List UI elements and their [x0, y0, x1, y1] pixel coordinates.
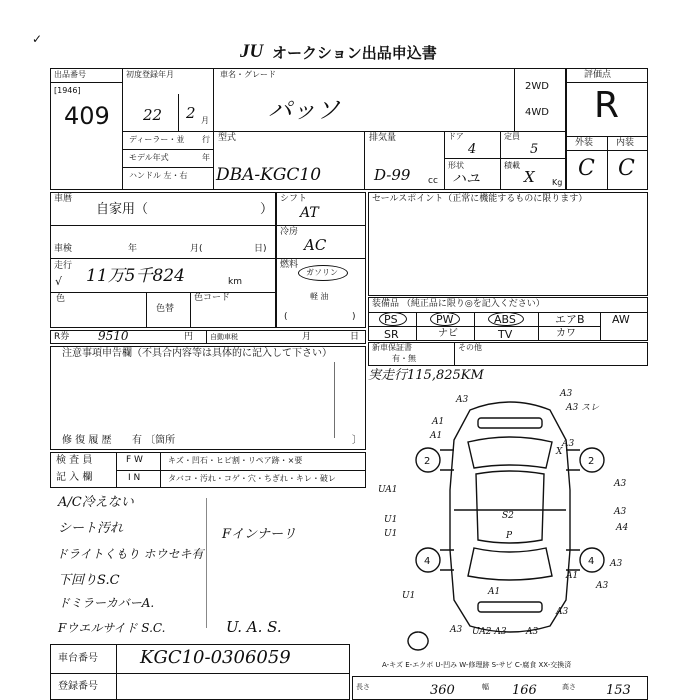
recycle-value: 9510 — [98, 329, 129, 343]
comment-2-left: シート汚れ — [58, 521, 124, 536]
comment-2-right: Fインナーリ — [222, 527, 297, 542]
fw-items: キズ・凹石・ヒビ割・リペア跡・×要 — [168, 456, 303, 465]
inspector-label: 検 査 員 — [56, 455, 93, 466]
model-year-label: モデル年式 — [129, 153, 169, 162]
history-close: ） — [260, 202, 274, 217]
inspection-month-unit: 月( — [190, 244, 203, 254]
fuel-diesel: 軽 油 — [310, 292, 329, 301]
load-unit: Kg — [552, 178, 563, 187]
inspection-label: 車検 — [54, 244, 73, 254]
abs-circle — [488, 312, 524, 326]
fuel-paren-open: ( — [284, 312, 288, 322]
equip-sr: SR — [384, 328, 399, 341]
dmg-a3-7: A3 — [610, 559, 623, 569]
comment-3-left: ドライトくもり ホウセキ有 — [56, 547, 204, 561]
dmg-a3-5: A3 — [614, 479, 627, 489]
comments-area — [50, 490, 366, 640]
inspection-day-unit: 日) — [254, 244, 267, 254]
equip-ps: PS — [384, 313, 398, 326]
shift-value: AT — [300, 205, 319, 221]
dmg-u1-3: U1 — [402, 591, 416, 601]
equip-navi: ナビ — [438, 328, 458, 339]
dmg-s2: S2 — [502, 511, 514, 521]
equip-airbag: エアB — [555, 313, 585, 326]
history-value: 自家用（ — [96, 202, 149, 217]
inspection-year-unit: 年 — [128, 244, 138, 254]
color-change-label: 色替 — [156, 304, 175, 314]
spare-circle — [408, 632, 428, 650]
new-car-other: その他 — [458, 343, 482, 352]
logo: JU — [240, 41, 264, 62]
dmg-a1-3: A1 — [488, 587, 501, 597]
pw-circle — [430, 312, 460, 326]
first-reg-month-unit: 月 — [201, 116, 209, 125]
equip-pw: PW — [436, 313, 454, 326]
mileage-unit: km — [228, 277, 242, 287]
svg-text:4: 4 — [588, 556, 595, 567]
windshield — [468, 437, 552, 468]
handle-label: ハンドル 左・右 — [129, 171, 188, 180]
dmg-a3-6: A3 — [614, 507, 627, 517]
chassis-label: 車台番号 — [58, 653, 98, 664]
recycle-unit: 円 — [184, 332, 194, 342]
car-name: パッソ — [268, 96, 340, 124]
ac-label: 冷房 — [280, 227, 299, 237]
doors-value: 4 — [468, 142, 477, 157]
mileage-check: √ — [55, 275, 63, 288]
size-value-3: 153 — [606, 683, 631, 698]
svg-text:4: 4 — [424, 556, 431, 567]
dmg-a3-9: A3 — [450, 625, 463, 635]
notes-label: 注意事項申告欄（不具合内容等は具体的に記入して下さい） — [62, 348, 332, 359]
exterior-value: C — [578, 156, 595, 181]
comment-1-left: A/C冷えない — [58, 495, 134, 510]
fuel-paren-close: ) — [352, 312, 356, 322]
size-value-1: 360 — [430, 683, 455, 698]
interior-label: 内装 — [616, 138, 635, 148]
comment-6-right: U. A. S. — [226, 618, 282, 636]
new-car-yes-no: 有・無 — [392, 354, 416, 363]
interior-value: C — [618, 156, 635, 181]
drive-2wd: 2WD — [525, 81, 549, 92]
dmg-a3-4: A3 — [562, 439, 575, 449]
model-label: 型式 — [218, 133, 237, 143]
color-label: 色 — [56, 294, 66, 304]
dmg-u1-2: U1 — [384, 529, 398, 539]
dealer-label: ディーラー・並 — [129, 135, 185, 144]
dmg-u1-1: U1 — [384, 515, 398, 525]
load-value: X — [524, 168, 535, 186]
dmg-a4: A4 — [616, 523, 629, 533]
front-bumper — [478, 418, 542, 428]
rating-label: 評価点 — [584, 70, 612, 80]
mileage-label: 走行 — [54, 261, 73, 271]
dealer-unit: 行 — [202, 135, 210, 144]
dmg-a1-1: A1 — [432, 417, 445, 427]
car-name-label: 車名・グレード — [220, 70, 276, 79]
equip-tv: TV — [498, 328, 513, 341]
equip-leather: カワ — [556, 328, 576, 339]
car-diagram — [370, 380, 650, 660]
new-car-label: 新車保証書 — [372, 343, 412, 352]
fuel-label: 燃料 — [280, 260, 299, 270]
color-code-label: 色コード — [194, 293, 231, 303]
dmg-a3-2: A3 — [560, 389, 573, 399]
exhibit-no-label: 出品番号 — [54, 70, 86, 79]
drive-4wd: 4WD — [525, 107, 549, 118]
equip-aw: AW — [612, 313, 630, 326]
exterior-label: 外装 — [575, 138, 594, 148]
lot-number: 409 — [64, 102, 110, 130]
first-reg-label: 初度登録年月 — [126, 70, 174, 79]
form-title: オークション出品申込書 — [272, 44, 437, 62]
displacement-unit: cc — [428, 176, 438, 186]
fw-label: F W — [126, 455, 143, 465]
doors-label: ドア — [448, 132, 464, 141]
fuel-gas: ガソリン — [306, 268, 338, 277]
rear-window — [468, 548, 552, 580]
ps-circle — [379, 312, 407, 326]
corner-mark: ✓ — [32, 32, 43, 46]
repair-value: 有 〔箇所 — [132, 435, 176, 446]
dmg-a3-10: A3 — [526, 627, 539, 637]
rear-bumper — [478, 602, 542, 612]
size-label-2: 幅 — [482, 683, 489, 691]
size-label-1: 長さ — [356, 683, 370, 691]
dmg-a3-3: A3 スレ — [566, 403, 600, 413]
ac-value: AC — [304, 236, 327, 254]
capacity-value: 5 — [530, 142, 539, 157]
tax-day: 日 — [350, 332, 360, 342]
svg-text:2: 2 — [424, 456, 431, 467]
dmg-a3-8: A3 — [596, 581, 609, 591]
dmg-p: P — [506, 531, 513, 541]
rating-value: R — [594, 85, 620, 126]
entry-label: 記 入 欄 — [56, 472, 93, 483]
dmg-a1-4: A1 — [566, 571, 579, 581]
size-value-2: 166 — [512, 683, 537, 698]
displacement-label: 排気量 — [369, 133, 397, 143]
dmg-x: X — [556, 447, 563, 457]
in-items: タバコ・汚れ・コゲ・穴・ちぎれ・キレ・破レ — [168, 474, 336, 483]
chassis-value: KGC10-0306059 — [140, 647, 291, 668]
comment-6-left: Fウエルサイド S.C. — [58, 621, 166, 635]
shift-label: シフト — [280, 194, 308, 204]
capacity-label: 定員 — [504, 132, 520, 141]
recycle-label: R券 — [54, 332, 70, 342]
equip-abs: ABS — [494, 313, 516, 326]
damage-legend: A-キズ E-エクボ U-凹み W-修理跡 S-サビ C-腐食 XX-交換済 — [382, 661, 572, 669]
repair-close: 〕 — [352, 435, 362, 446]
model-year-unit: 年 — [202, 153, 210, 162]
exhibit-no-sub: [1946] — [54, 86, 81, 95]
sales-point-label: セールスポイント（正常に機能するものに限ります） — [372, 194, 588, 204]
in-label: I N — [128, 473, 141, 483]
equipment-label: 装備品 （純正品に限り◎を記入ください） — [372, 299, 545, 309]
shape-label: 形状 — [448, 161, 464, 170]
dmg-ua1: UA1 — [378, 485, 398, 495]
reg-label: 登録番号 — [58, 681, 98, 692]
model-value: DBA-KGC10 — [216, 165, 322, 185]
dmg-a3-11: A3 — [556, 607, 569, 617]
comment-5-left: ドミラーカバーA. — [58, 596, 155, 610]
svg-text:2: 2 — [588, 456, 595, 467]
history-label: 車暦 — [54, 194, 73, 204]
tax-month: 月 — [302, 332, 312, 342]
repair-label: 修 復 履 歴 — [62, 435, 112, 446]
sales-point-box — [368, 192, 648, 296]
dmg-ua2-a3: UA2 A3 — [472, 627, 507, 637]
displacement-value: D-99 — [374, 166, 411, 184]
odometer-note: 実走行115,825KM — [368, 368, 484, 383]
tax-label: 自動車税 — [210, 333, 238, 341]
comment-4-left: 下回りS.C — [58, 573, 120, 588]
size-label-3: 高さ — [562, 683, 576, 691]
first-reg-year: 22 — [143, 106, 163, 124]
size-row — [352, 676, 648, 700]
load-label: 積載 — [504, 161, 520, 170]
first-reg-month: 2 — [186, 104, 196, 122]
dmg-a3-1: A3 — [456, 395, 469, 405]
shape-value: ハユ — [452, 171, 480, 187]
mileage-value: 11万5千824 — [86, 266, 185, 286]
dmg-a1-2: A1 — [430, 431, 443, 441]
